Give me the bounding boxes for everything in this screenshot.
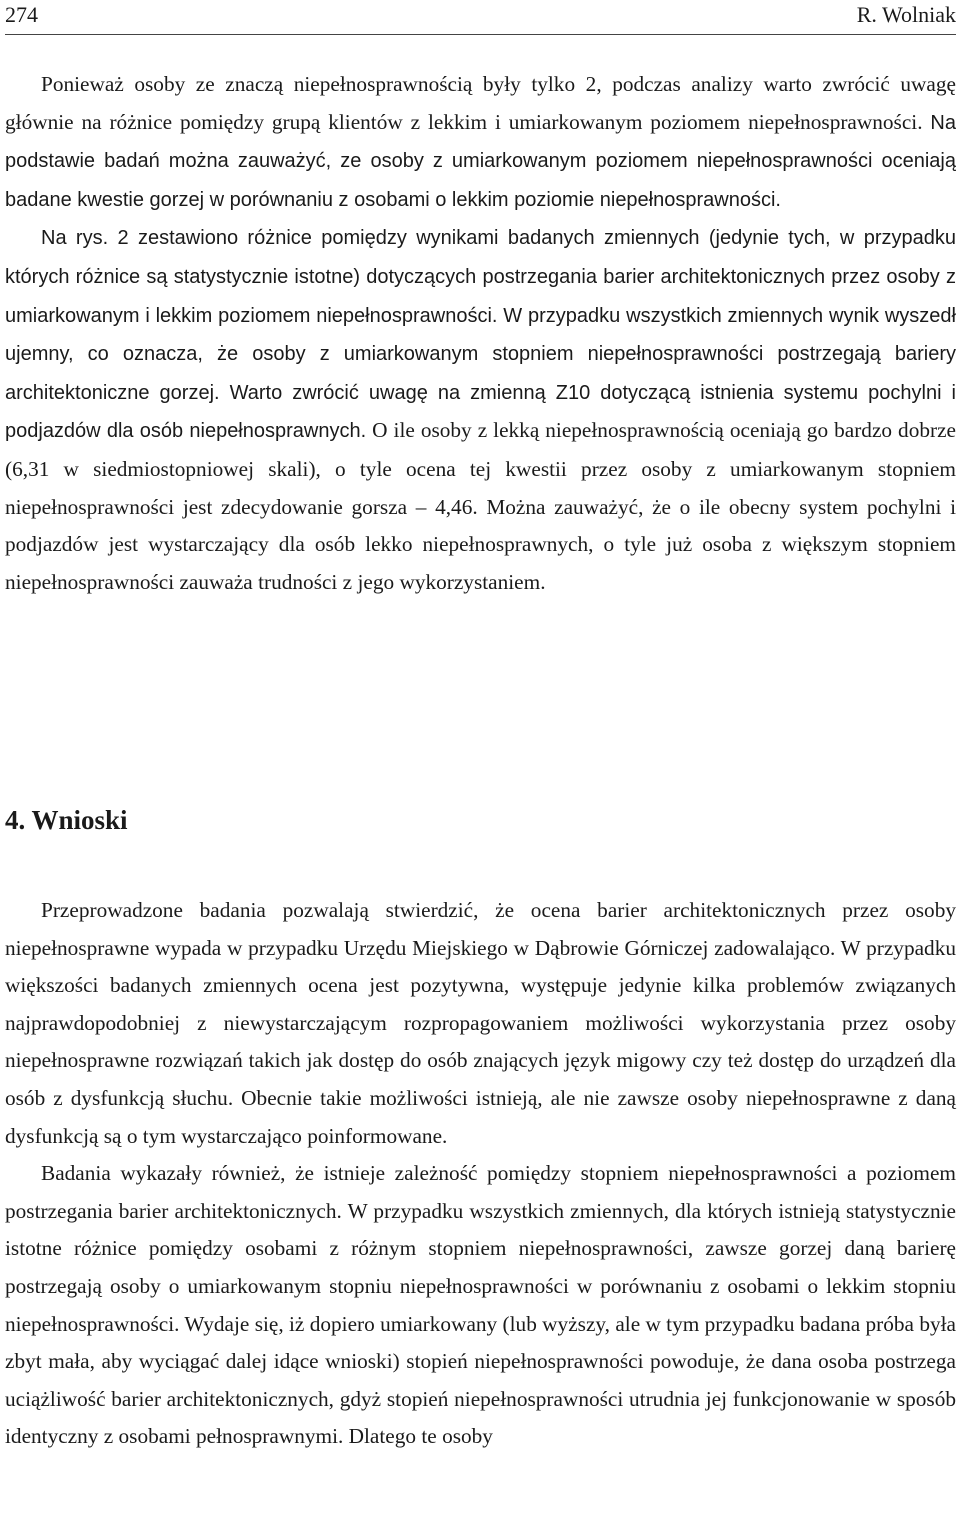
page-header (5, 0, 956, 35)
paragraph-2-serif-text: O ile osoby z lekką niepełnosprawnością oceniają go bardzo dobrze (6,31 w siedmiostopniowej skali), o tyle ocena tej kwestii przez osoby z umiarkowanym stopniem niepełnosprawności jest zdecydowanie gorsza – 4,46. Można zauważyć, że o ile obecny system pochylni i podjazdów jest wystarczający dla osób lekko niepełnosprawnych, o tyle już osoba z większym stopniem niepełnosprawności zauważa trudności z jego wykorzystaniem. (5, 418, 956, 594)
section-heading: 4. Wnioski (5, 805, 128, 835)
paragraph-3: Przeprowadzone badania pozwalają stwierdzić, że ocena barier architektonicznych przez osoby niepełnosprawne wypada w przypadku Urzędu Miejskiego w Dąbrowie Górniczej zadowalająco. W przypadku większości badanych zmiennych ocena jest pozytywna, występuje jedynie kilka problemów związanych najprawdopodobniej z niewystarczającym rozpropagowaniem możliwości wykorzystania przez osoby niepełnosprawne rozwiązań takich jak dostęp do osób znających język migowy czy też dostęp do urządzeń dla osób z dysfunkcją słuchu. Obecnie takie możliwości istnieją, ale nie zawsze osoby niepełnosprawne z daną dysfunkcją są o tym wystarczająco poinformowane. (5, 898, 956, 1148)
page-number: 274 (5, 2, 38, 27)
body-text-lower (5, 892, 956, 1456)
paragraph-4: Badania wykazały również, że istnieje zależność pomiędzy stopniem niepełnosprawności a poziomem postrzegania barier architektonicznych. W przypadku wszystkich zmiennych, dla których istnieją statystycznie istotne różnice pomiędzy osobami z różnym stopniem niepełnosprawności, zawsze gorzej daną barierę postrzegają osoby o umiarkowanym stopniu niepełnosprawności w porównaniu z osobami o lekkim stopniu niepełnosprawności. Wydaje się, iż dopiero umiarkowany (lub wyższy, ale w tym przypadku badana próba była zbyt mała, aby wyciągać dalej idące wnioski) stopień niepełnosprawności powoduje, że dana osoba postrzega uciążliwość barier architektonicznych, gdyż stopień niepełnosprawności utrudnia jej funkcjonowanie w sposób identyczny z osobami pełnosprawnymi. Dlatego te osoby (5, 1161, 956, 1449)
running-head-author: R. Wolniak (856, 2, 956, 27)
paragraph-1-sans-text: Na podstawie badań można zauważyć, ze osoby z umiarkowanym poziomem niepełnosprawności oceniają badane kwestie gorzej w porównaniu z osobami o lekkim poziomie niepełnosprawności. (5, 111, 956, 211)
paragraph-2-sans-text: Na rys. 2 zestawiono różnice pomiędzy wynikami badanych zmiennych (jedynie tych, w przypadku których różnice są statystycznie istotne) dotyczących postrzegania barier architektonicznych przez osoby z umiarkowanym i lekkim poziomem niepełnosprawności. W przypadku wszystkich zmiennych wynik wyszedł ujemny, co oznacza, że osoby z umiarkowanym stopniem niepełnosprawności postrzegają bariery architektoniczne gorzej. Warto zwrócić uwagę na zmienną Z10 dotyczącą istnienia systemu pochylni i podjazdów dla osób niepełnosprawnych. (5, 227, 956, 443)
paragraph-1-serif-text: Ponieważ osoby ze znaczą niepełnosprawnością były tylko 2, podczas analizy warto zwrócić uwagę głównie na różnice pomiędzy grupą klientów z lekkim i umiarkowanym poziomem niepełnosprawności. (5, 72, 956, 134)
paragraph-1 (5, 66, 956, 219)
paragraph-2 (5, 219, 956, 601)
body-text-upper (5, 66, 956, 601)
